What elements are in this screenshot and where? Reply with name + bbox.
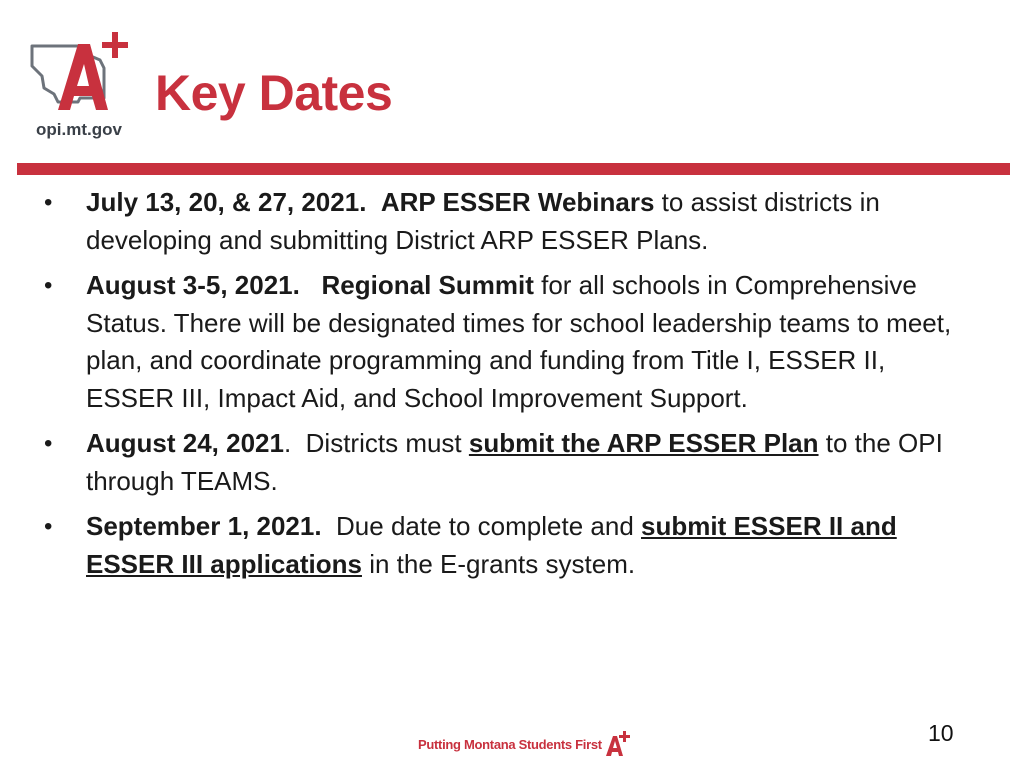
bullet-date: July 13, 20, & 27, 2021. bbox=[86, 187, 367, 217]
a-plus-icon bbox=[604, 730, 630, 758]
page-title: Key Dates bbox=[155, 65, 393, 121]
bullet-text: to assist districts in developing and submitting District ARP ESSER Plans. bbox=[86, 187, 880, 255]
title-divider bbox=[17, 163, 1010, 175]
bullet-text: in the E-grants system. bbox=[361, 548, 636, 579]
footer-slogan bbox=[418, 729, 630, 759]
bullet-event: ARP ESSER Webinars bbox=[380, 187, 655, 217]
bullet-gap bbox=[300, 270, 322, 300]
bullet-text: for all schools in Comprehensive Status. There will be designated times for school leadership teams to meet, plan, and coordinate programming and funding from Title I, ESSER II, ESSER III, Impact Aid, and School Improvement Support. bbox=[86, 270, 952, 413]
list-item bbox=[44, 184, 974, 259]
list-item bbox=[44, 267, 974, 417]
bullet-icon: • bbox=[44, 189, 53, 216]
key-dates-list bbox=[44, 184, 974, 591]
montana-a-plus-logo-icon bbox=[28, 28, 136, 124]
submit-esser-applications-link[interactable]: submit ESSER II and ESSER III applications bbox=[86, 511, 897, 579]
list-item bbox=[44, 508, 974, 583]
bullet-pre: . Districts must bbox=[283, 428, 469, 458]
bullet-date: September 1, 2021. bbox=[86, 511, 322, 541]
opi-logo bbox=[28, 28, 136, 144]
bullet-icon: • bbox=[44, 430, 53, 457]
footer-slogan-text: Putting Montana Students First bbox=[418, 736, 602, 752]
bullet-icon: • bbox=[44, 272, 53, 299]
bullet-pre: Due date to complete and bbox=[321, 511, 642, 541]
logo-url-text: opi.mt.gov bbox=[36, 120, 122, 139]
page-number: 10 bbox=[928, 720, 954, 746]
bullet-gap bbox=[366, 187, 380, 217]
submit-arp-esser-plan-link[interactable]: submit the ARP ESSER Plan bbox=[468, 428, 819, 458]
bullet-date: August 3-5, 2021. bbox=[86, 270, 300, 300]
bullet-icon: • bbox=[44, 513, 53, 540]
bullet-event: Regional Summit bbox=[321, 270, 534, 300]
bullet-text: to the OPI through TEAMS. bbox=[86, 428, 943, 496]
list-item bbox=[44, 425, 974, 500]
bullet-date: August 24, 2021 bbox=[86, 428, 284, 458]
